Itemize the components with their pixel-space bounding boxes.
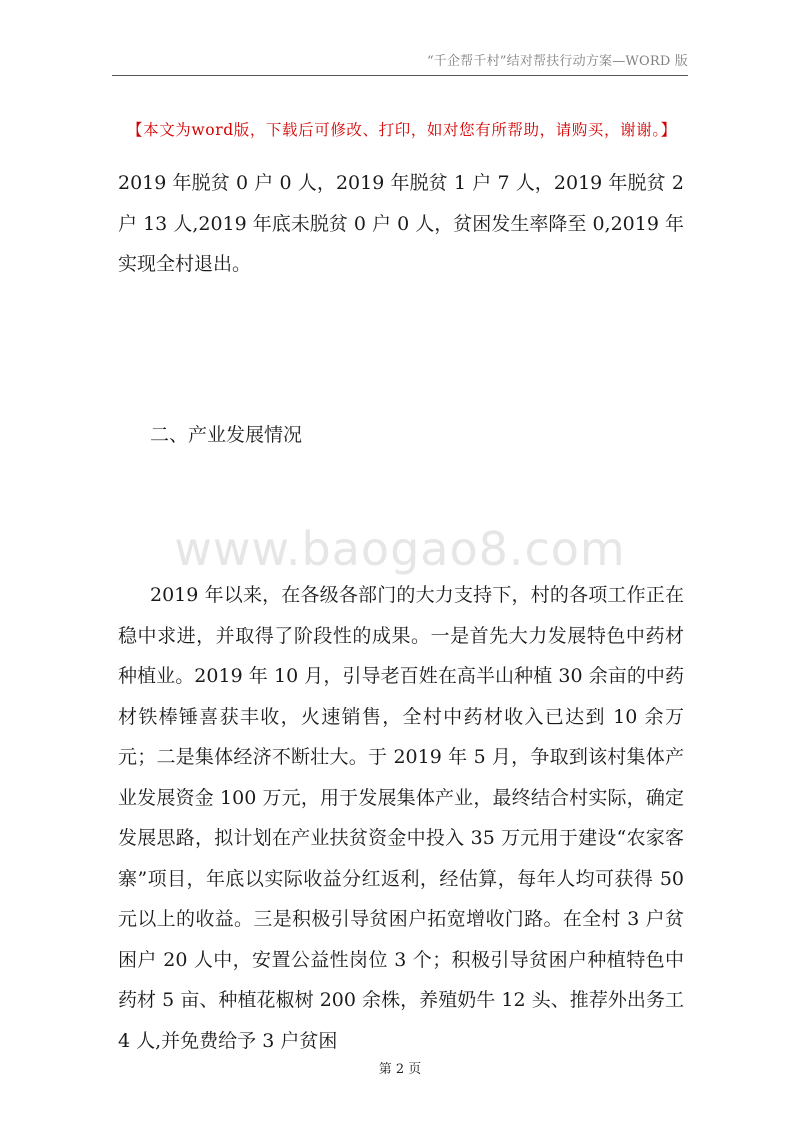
industry-development-paragraph: 2019 年以来，在各级各部门的大力支持下，村的各项工作正在稳中求进，并取得了阶段性的成果。一是首先大力发展特色中药材种植业。2019 年 10 月，引导老百姓在高半山种植 30 余亩的中药材铁棒锤喜获丰收，火速销售，全村中药材收入已达到 10 余万元；二是集体经济不断壮大。于 2019 年 5 月，争取到该村集体产业发展资金 100 万元，用于发展集体产业，最终结合村实际，确定发展思路，拟计划在产业扶贫资金中投入 35 万元用于建设“农家客寨”项目，年底以实际收益分红返利，经估算，每年人均可获得 50 元以上的收益。三是积极引导贫困户拓宽增收门路。在全村 3 户贫困户 20 人中，安置公益性岗位 3 个；积极引导贫困户种植特色中药材 5 亩、种植花椒树 200 余株，养殖奶牛 12 头、推荐外出务工 4 人,并免费给予 3 户贫困	[118, 584, 684, 1052]
poverty-stats-paragraph: 2019 年脱贫 0 户 0 人，2019 年脱贫 1 户 7 人，2019 年脱贫 2 户 13 人,2019 年底未脱贫 0 户 0 人，贫困发生率降至 0,2019 年实现全村退出。	[118, 172, 684, 275]
section-heading-industry: 二、产业发展情况	[150, 424, 303, 446]
watermark: www.baogao8.com	[174, 522, 626, 576]
header-divider	[112, 75, 688, 76]
purchase-notice: 【本文为word版，下载后可修改、打印，如对您有所帮助，请购买，谢谢。】	[127, 121, 677, 139]
page-number: 第 2 页	[378, 1062, 422, 1077]
document-header-title: “千企帮千村”结对帮扶行动方案—WORD 版	[426, 54, 688, 69]
